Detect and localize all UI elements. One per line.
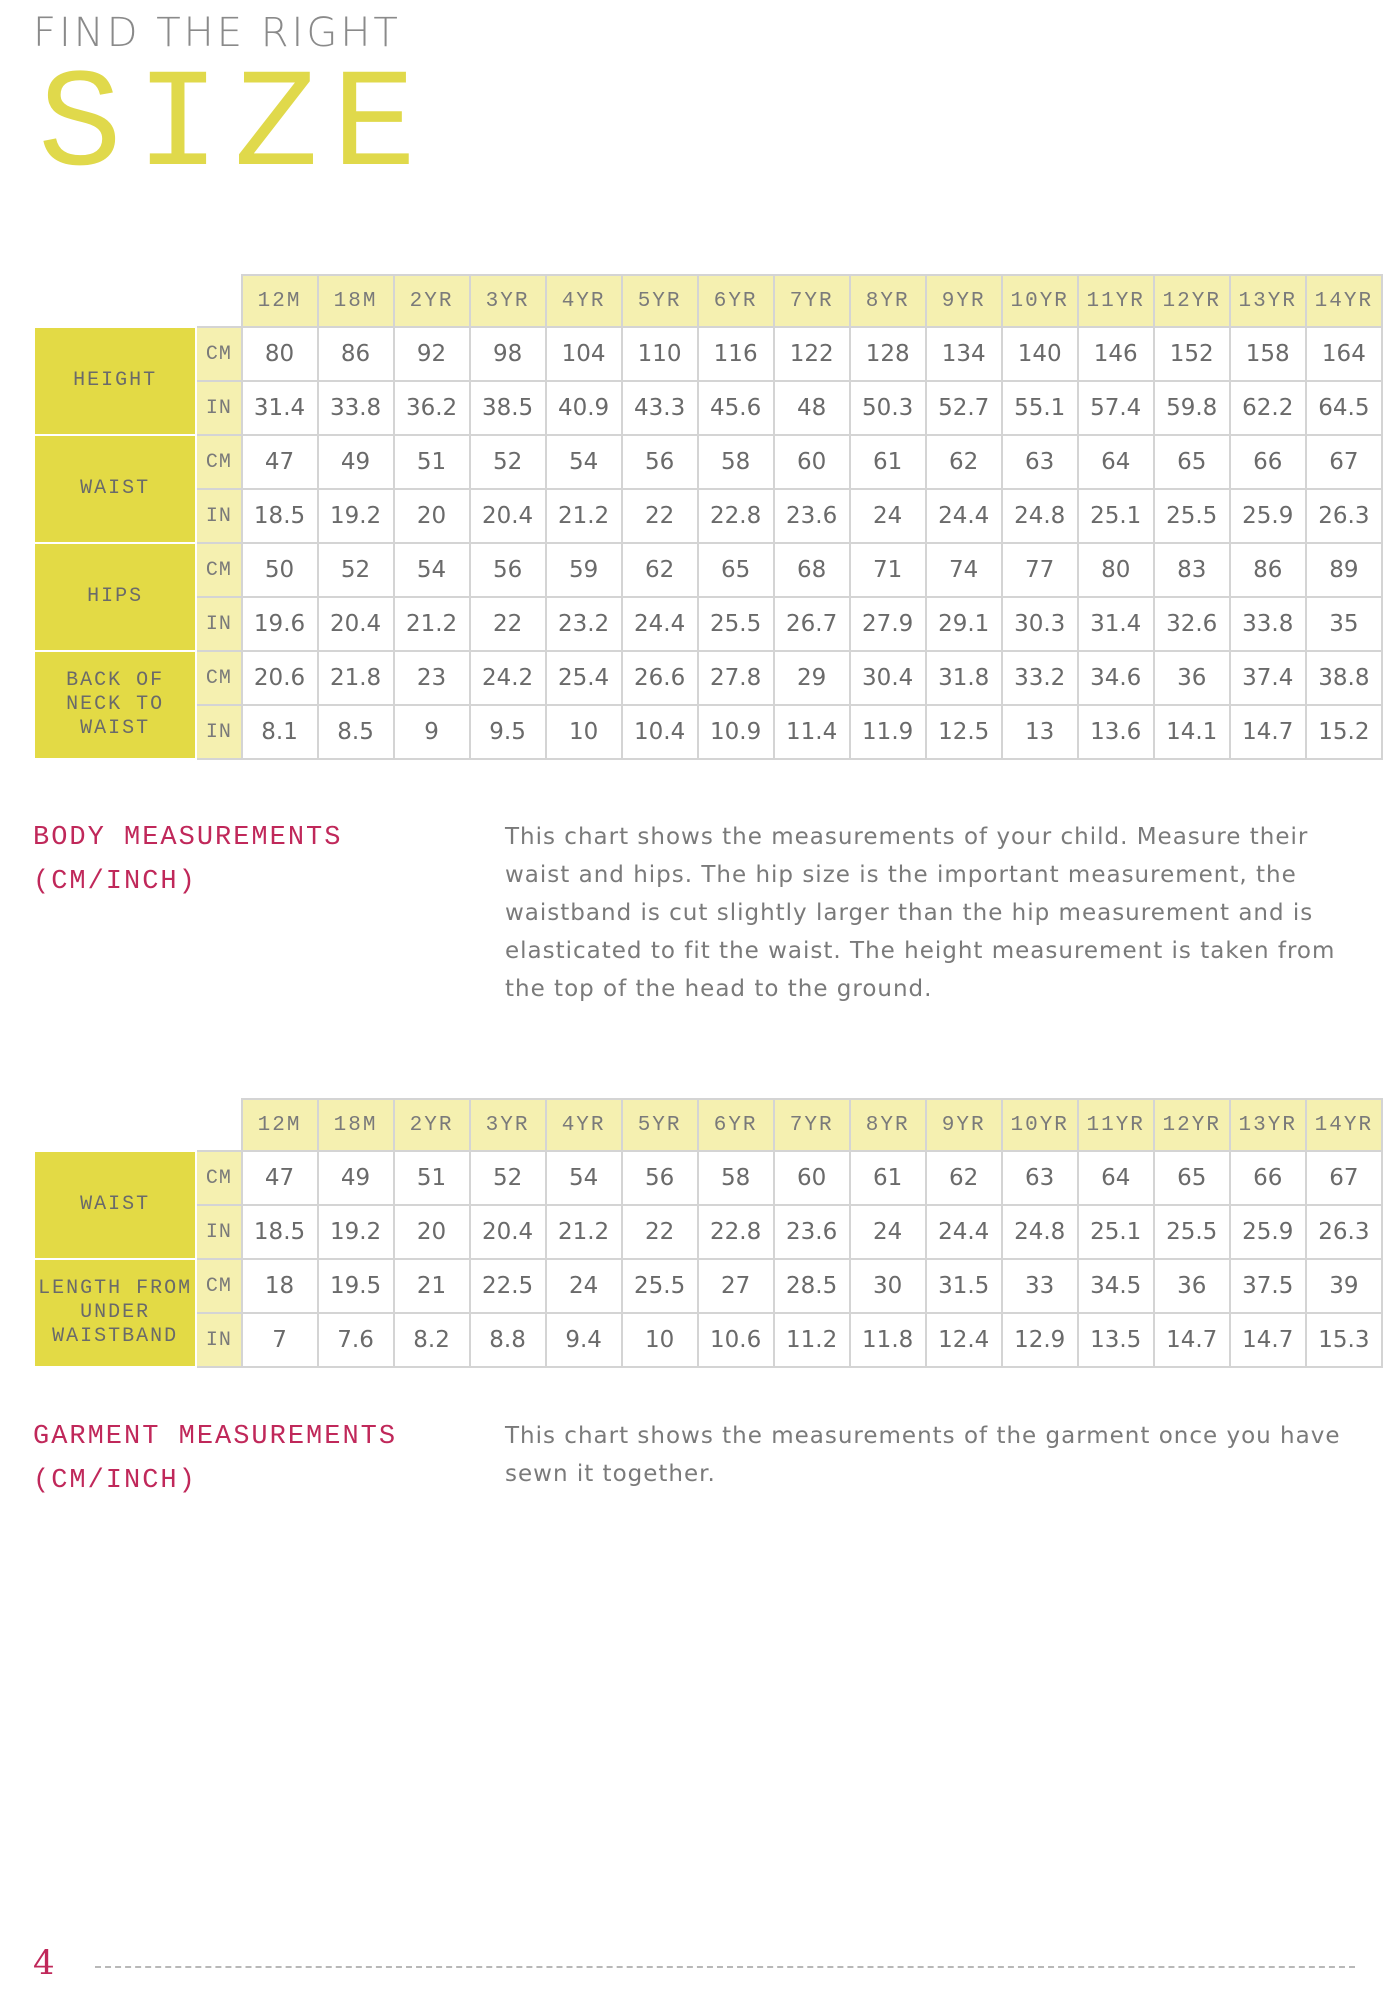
measurement-cell: 26.3 [1306,1205,1382,1259]
measurement-group-label: LENGTH FROM UNDER WAISTBAND [34,1259,196,1367]
measurement-cell: 64 [1078,435,1154,489]
body-measurements-units: (CM/INCH) [33,867,197,897]
measurement-cell: 89 [1306,543,1382,597]
measurement-cell: 24 [850,489,926,543]
table-row [34,597,1382,651]
measurement-cell: 31.5 [926,1259,1002,1313]
measurement-cell: 32.6 [1154,597,1230,651]
body-measurements-heading [33,816,342,904]
size-column-header: 7YR [774,1099,850,1151]
size-column-header: 12YR [1154,1099,1230,1151]
measurement-cell: 11.9 [850,705,926,759]
size-column-header: 4YR [546,275,622,327]
size-header-row [34,275,1382,327]
measurement-cell: 24.8 [1002,1205,1078,1259]
measurement-cell: 30 [850,1259,926,1313]
measurement-cell: 28.5 [774,1259,850,1313]
size-column-header: 11YR [1078,275,1154,327]
measurement-cell: 67 [1306,435,1382,489]
measurement-cell: 24.4 [926,489,1002,543]
table-row [34,1205,1382,1259]
measurement-cell: 51 [394,435,470,489]
measurement-cell: 22 [470,597,546,651]
measurement-group-label: WAIST [34,435,196,543]
measurement-cell: 19.6 [242,597,318,651]
measurement-cell: 52 [470,435,546,489]
measurement-cell: 20.4 [318,597,394,651]
measurement-cell: 24 [850,1205,926,1259]
measurement-cell: 8.2 [394,1313,470,1367]
header-spacer [34,275,242,327]
measurement-cell: 18.5 [242,1205,318,1259]
measurement-cell: 56 [470,543,546,597]
measurement-cell: 56 [622,1151,698,1205]
measurement-cell: 60 [774,435,850,489]
table-row [34,381,1382,435]
measurement-cell: 128 [850,327,926,381]
measurement-cell: 140 [1002,327,1078,381]
measurement-cell: 158 [1230,327,1306,381]
measurement-cell: 146 [1078,327,1154,381]
measurement-cell: 8.5 [318,705,394,759]
measurement-cell: 19.2 [318,489,394,543]
measurement-cell: 14.7 [1154,1313,1230,1367]
measurement-cell: 64 [1078,1151,1154,1205]
measurement-cell: 68 [774,543,850,597]
measurement-cell: 51 [394,1151,470,1205]
measurement-cell: 36.2 [394,381,470,435]
measurement-cell: 14.7 [1230,1313,1306,1367]
measurement-cell: 21.2 [394,597,470,651]
measurement-cell: 26.6 [622,651,698,705]
measurement-cell: 14.1 [1154,705,1230,759]
measurement-cell: 24.8 [1002,489,1078,543]
measurement-cell: 14.7 [1230,705,1306,759]
measurement-cell: 26.7 [774,597,850,651]
measurement-cell: 37.4 [1230,651,1306,705]
measurement-cell: 18 [242,1259,318,1313]
table-row [34,1313,1382,1367]
size-column-header: 3YR [470,1099,546,1151]
measurement-cell: 15.2 [1306,705,1382,759]
unit-label: CM [196,1151,241,1205]
size-column-header: 10YR [1002,275,1078,327]
measurement-cell: 8.8 [470,1313,546,1367]
header-spacer [34,1099,242,1151]
measurement-cell: 25.1 [1078,489,1154,543]
measurement-cell: 33.2 [1002,651,1078,705]
measurement-cell: 50.3 [850,381,926,435]
measurement-cell: 59.8 [1154,381,1230,435]
measurement-cell: 60 [774,1151,850,1205]
size-column-header: 2YR [394,1099,470,1151]
body-measurements-table [33,274,1383,760]
measurement-cell: 54 [546,435,622,489]
measurement-cell: 22.5 [470,1259,546,1313]
measurement-cell: 9.5 [470,705,546,759]
measurement-cell: 25.5 [622,1259,698,1313]
measurement-cell: 7 [242,1313,318,1367]
measurement-cell: 62 [622,543,698,597]
table-row [34,651,1382,705]
measurement-cell: 61 [850,435,926,489]
unit-label: CM [196,651,241,705]
size-column-header: 13YR [1230,275,1306,327]
garment-measurements-units: (CM/INCH) [33,1466,197,1496]
measurement-cell: 57.4 [1078,381,1154,435]
measurement-cell: 24.4 [622,597,698,651]
body-measurements-description: This chart shows the measurements of your child. Measure their waist and hips. The hip size is the important measurement, the waistband is cut slightly larger than the hip measurement and is elasticated to fit the waist. The height measurement is taken from the top of the head to the ground. [505,824,1336,1002]
measurement-cell: 37.5 [1230,1259,1306,1313]
size-column-header: 4YR [546,1099,622,1151]
table-row [34,327,1382,381]
measurement-cell: 122 [774,327,850,381]
table-row [34,543,1382,597]
measurement-cell: 21.2 [546,489,622,543]
measurement-cell: 83 [1154,543,1230,597]
measurement-cell: 52 [470,1151,546,1205]
page-number: 4 [33,1943,55,1983]
measurement-cell: 10.6 [698,1313,774,1367]
measurement-cell: 29.1 [926,597,1002,651]
measurement-cell: 35 [1306,597,1382,651]
size-column-header: 10YR [1002,1099,1078,1151]
table-row [34,705,1382,759]
measurement-cell: 25.5 [1154,489,1230,543]
size-header-row [34,1099,1382,1151]
measurement-cell: 62.2 [1230,381,1306,435]
measurement-cell: 21.2 [546,1205,622,1259]
measurement-cell: 56 [622,435,698,489]
measurement-cell: 65 [1154,435,1230,489]
unit-label: IN [196,597,241,651]
measurement-cell: 92 [394,327,470,381]
measurement-cell: 20.6 [242,651,318,705]
body-measurements-title: BODY MEASUREMENTS [33,823,343,853]
unit-label: IN [196,705,241,759]
measurement-cell: 23.2 [546,597,622,651]
size-column-header: 6YR [698,275,774,327]
measurement-cell: 33.8 [1230,597,1306,651]
size-column-header: 9YR [926,1099,1002,1151]
table-row [34,435,1382,489]
size-column-header: 12M [242,1099,318,1151]
measurement-cell: 58 [698,1151,774,1205]
measurement-cell: 23.6 [774,489,850,543]
measurement-cell: 12.9 [1002,1313,1078,1367]
measurement-cell: 49 [318,1151,394,1205]
measurement-cell: 21 [394,1259,470,1313]
measurement-cell: 34.6 [1078,651,1154,705]
measurement-cell: 11.4 [774,705,850,759]
measurement-cell: 65 [698,543,774,597]
unit-label: IN [196,381,241,435]
measurement-cell: 50 [242,543,318,597]
measurement-cell: 36 [1154,1259,1230,1313]
measurement-cell: 9 [394,705,470,759]
garment-measurements-table [33,1098,1383,1368]
size-column-header: 8YR [850,275,926,327]
measurement-cell: 20 [394,1205,470,1259]
measurement-cell: 62 [926,1151,1002,1205]
measurement-cell: 25.9 [1230,1205,1306,1259]
unit-label: CM [196,327,241,381]
measurement-cell: 30.3 [1002,597,1078,651]
measurement-cell: 25.4 [546,651,622,705]
measurement-cell: 66 [1230,1151,1306,1205]
measurement-cell: 22.8 [698,1205,774,1259]
measurement-cell: 9.4 [546,1313,622,1367]
unit-label: IN [196,1205,241,1259]
measurement-cell: 25.5 [698,597,774,651]
measurement-cell: 134 [926,327,1002,381]
measurement-group-label: BACK OF NECK TO WAIST [34,651,196,759]
measurement-cell: 71 [850,543,926,597]
measurement-group-label: HEIGHT [34,327,196,435]
measurement-cell: 47 [242,1151,318,1205]
measurement-cell: 48 [774,381,850,435]
measurement-cell: 77 [1002,543,1078,597]
measurement-cell: 104 [546,327,622,381]
measurement-cell: 38.5 [470,381,546,435]
measurement-cell: 22.8 [698,489,774,543]
measurement-cell: 20 [394,489,470,543]
measurement-cell: 20.4 [470,1205,546,1259]
size-column-header: 7YR [774,275,850,327]
measurement-cell: 49 [318,435,394,489]
size-column-header: 5YR [622,275,698,327]
size-column-header: 2YR [394,275,470,327]
unit-label: CM [196,543,241,597]
measurement-cell: 43.3 [622,381,698,435]
measurement-cell: 52.7 [926,381,1002,435]
measurement-cell: 164 [1306,327,1382,381]
measurement-cell: 25.1 [1078,1205,1154,1259]
measurement-cell: 25.5 [1154,1205,1230,1259]
measurement-cell: 10.9 [698,705,774,759]
measurement-cell: 67 [1306,1151,1382,1205]
unit-label: IN [196,1313,241,1367]
measurement-cell: 24 [546,1259,622,1313]
measurement-cell: 15.3 [1306,1313,1382,1367]
measurement-cell: 47 [242,435,318,489]
measurement-cell: 30.4 [850,651,926,705]
size-column-header: 8YR [850,1099,926,1151]
measurement-cell: 27 [698,1259,774,1313]
measurement-cell: 110 [622,327,698,381]
size-column-header: 12YR [1154,275,1230,327]
measurement-cell: 19.5 [318,1259,394,1313]
measurement-cell: 86 [318,327,394,381]
table-row [34,1151,1382,1205]
measurement-cell: 74 [926,543,1002,597]
table-row [34,489,1382,543]
measurement-cell: 54 [546,1151,622,1205]
measurement-cell: 66 [1230,435,1306,489]
measurement-cell: 21.8 [318,651,394,705]
measurement-cell: 31.4 [242,381,318,435]
measurement-cell: 62 [926,435,1002,489]
page-kicker: FIND THE RIGHT [33,10,401,56]
page-title: SIZE [38,48,431,207]
measurement-cell: 116 [698,327,774,381]
measurement-cell: 13.6 [1078,705,1154,759]
measurement-cell: 36 [1154,651,1230,705]
size-column-header: 5YR [622,1099,698,1151]
measurement-cell: 59 [546,543,622,597]
garment-measurements-title: GARMENT MEASUREMENTS [33,1422,398,1452]
size-column-header: 18M [318,275,394,327]
measurement-cell: 7.6 [318,1313,394,1367]
measurement-group-label: WAIST [34,1151,196,1259]
size-column-header: 3YR [470,275,546,327]
garment-measurements-description: This chart shows the measurements of the garment once you have sewn it together. [505,1423,1341,1487]
measurement-cell: 23 [394,651,470,705]
measurement-cell: 65 [1154,1151,1230,1205]
measurement-cell: 12.5 [926,705,1002,759]
measurement-cell: 10.4 [622,705,698,759]
measurement-cell: 152 [1154,327,1230,381]
measurement-cell: 12.4 [926,1313,1002,1367]
measurement-cell: 11.8 [850,1313,926,1367]
measurement-cell: 39 [1306,1259,1382,1313]
measurement-cell: 58 [698,435,774,489]
measurement-cell: 52 [318,543,394,597]
size-column-header: 14YR [1306,275,1382,327]
measurement-cell: 24.4 [926,1205,1002,1259]
measurement-cell: 11.2 [774,1313,850,1367]
measurement-cell: 10 [622,1313,698,1367]
measurement-cell: 33.8 [318,381,394,435]
measurement-cell: 61 [850,1151,926,1205]
measurement-cell: 80 [1078,543,1154,597]
measurement-cell: 26.3 [1306,489,1382,543]
measurement-cell: 22 [622,1205,698,1259]
measurement-cell: 27.8 [698,651,774,705]
measurement-cell: 31.4 [1078,597,1154,651]
measurement-cell: 22 [622,489,698,543]
measurement-group-label: HIPS [34,543,196,651]
measurement-cell: 20.4 [470,489,546,543]
measurement-cell: 80 [242,327,318,381]
measurement-cell: 13 [1002,705,1078,759]
garment-measurements-heading [33,1415,397,1503]
measurement-cell: 8.1 [242,705,318,759]
measurement-cell: 23.6 [774,1205,850,1259]
measurement-cell: 29 [774,651,850,705]
measurement-cell: 10 [546,705,622,759]
size-column-header: 6YR [698,1099,774,1151]
size-column-header: 18M [318,1099,394,1151]
unit-label: IN [196,489,241,543]
measurement-cell: 27.9 [850,597,926,651]
measurement-cell: 33 [1002,1259,1078,1313]
unit-label: CM [196,435,241,489]
size-column-header: 12M [242,275,318,327]
table-row [34,1259,1382,1313]
measurement-cell: 31.8 [926,651,1002,705]
measurement-cell: 63 [1002,1151,1078,1205]
unit-label: CM [196,1259,241,1313]
measurement-cell: 86 [1230,543,1306,597]
measurement-cell: 55.1 [1002,381,1078,435]
measurement-cell: 25.9 [1230,489,1306,543]
measurement-cell: 13.5 [1078,1313,1154,1367]
size-column-header: 9YR [926,275,1002,327]
footer-dashed-rule [95,1966,1355,1968]
measurement-cell: 63 [1002,435,1078,489]
measurement-cell: 38.8 [1306,651,1382,705]
measurement-cell: 40.9 [546,381,622,435]
measurement-cell: 64.5 [1306,381,1382,435]
measurement-cell: 24.2 [470,651,546,705]
measurement-cell: 98 [470,327,546,381]
size-column-header: 14YR [1306,1099,1382,1151]
measurement-cell: 45.6 [698,381,774,435]
measurement-cell: 54 [394,543,470,597]
measurement-cell: 34.5 [1078,1259,1154,1313]
size-column-header: 11YR [1078,1099,1154,1151]
size-column-header: 13YR [1230,1099,1306,1151]
measurement-cell: 19.2 [318,1205,394,1259]
measurement-cell: 18.5 [242,489,318,543]
